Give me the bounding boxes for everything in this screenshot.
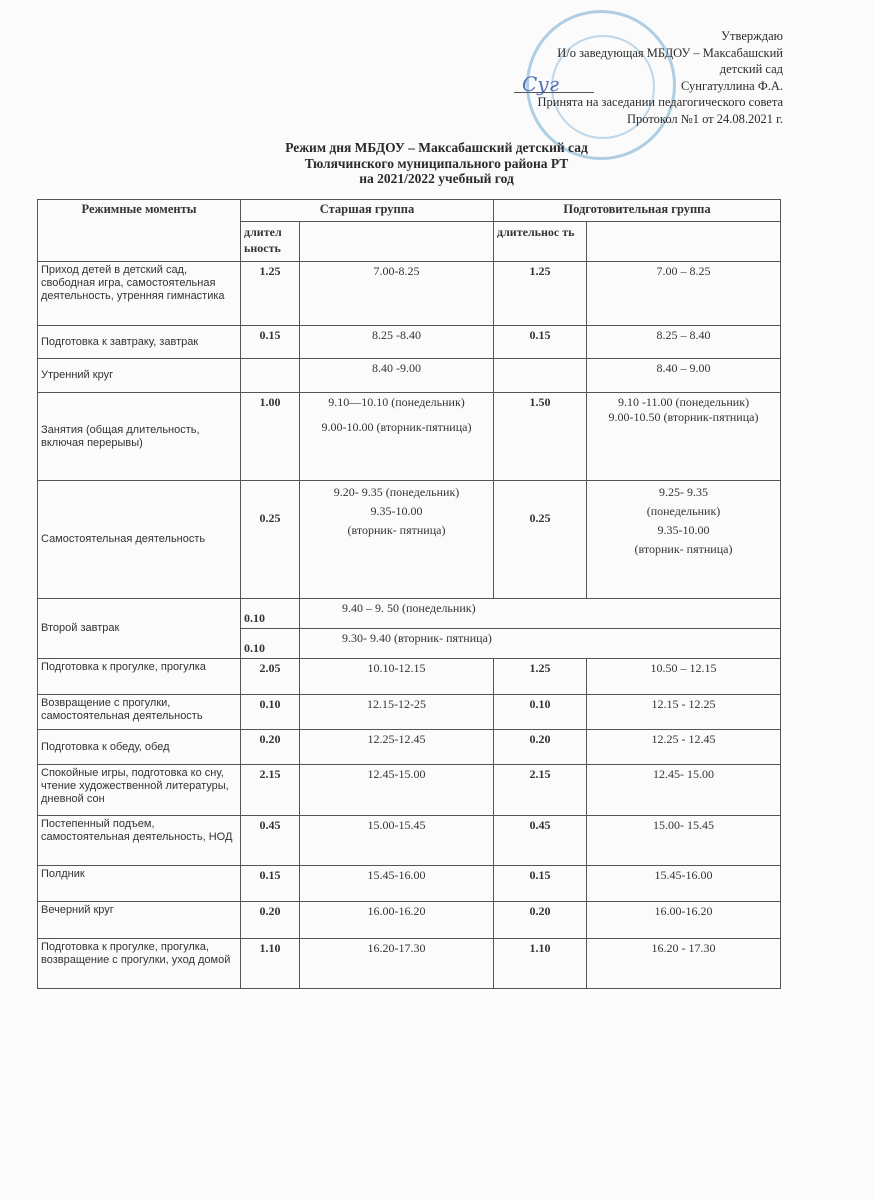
approval-block	[537, 28, 783, 127]
senior-time: 10.10-12.15	[300, 659, 494, 695]
table-row	[38, 730, 781, 765]
header-row	[38, 200, 781, 222]
prep-time	[587, 481, 781, 599]
prep-time-monday: 9.10 -11.00 (понедельник)	[617, 395, 750, 409]
senior-time: 8.25 -8.40	[300, 326, 494, 359]
prep-duration: 1.10	[494, 939, 587, 989]
senior-duration	[241, 359, 300, 393]
header-moments: Режимные моменты	[38, 200, 241, 262]
prep-time: 8.25 – 8.40	[587, 326, 781, 359]
table-row	[38, 816, 781, 866]
prep-time-monday-label: (понедельник)	[646, 504, 721, 518]
senior-time-weekdays: 9.00-10.00 (вторник-пятница)	[321, 420, 472, 434]
senior-duration: 1.10	[241, 939, 300, 989]
title-line-1: Режим дня МБДОУ – Максабашский детский сад	[285, 140, 588, 155]
header-time-prep	[587, 222, 781, 262]
prep-time	[587, 393, 781, 481]
table-row	[38, 262, 781, 326]
approval-line-2: И/о заведующая МБДОУ – Максабашский	[557, 45, 783, 60]
table-row	[38, 359, 781, 393]
senior-time: 15.45-16.00	[300, 866, 494, 902]
prep-duration: 0.20	[494, 902, 587, 939]
prep-time: 7.00 – 8.25	[587, 262, 781, 326]
moment-name: Самостоятельная деятельность	[38, 481, 241, 599]
prep-time: 10.50 – 12.15	[587, 659, 781, 695]
prep-time: 16.20 - 17.30	[587, 939, 781, 989]
moment-name: Постепенный подъем, самостоятельная деятельность, НОД	[38, 816, 241, 866]
senior-duration: 1.25	[241, 262, 300, 326]
prep-duration: 0.45	[494, 816, 587, 866]
senior-time	[300, 481, 494, 599]
senior-duration: 0.20	[241, 730, 300, 765]
title-line-3: на 2021/2022 учебный год	[359, 171, 514, 186]
senior-duration: 2.15	[241, 765, 300, 816]
senior-duration: 0.15	[241, 326, 300, 359]
table-row	[38, 393, 781, 481]
moment-name: Приход детей в детский сад, свободная игра, самостоятельная деятельность, утренняя гимнастика	[38, 262, 241, 326]
header-prep-group: Подготовительная группа	[494, 200, 781, 222]
header-time-senior	[300, 222, 494, 262]
moment-name: Подготовка к прогулке, прогулка	[38, 659, 241, 695]
table-row	[38, 939, 781, 989]
prep-duration: 0.15	[494, 866, 587, 902]
approval-line-1: Утверждаю	[721, 29, 783, 43]
approval-line-6: Протокол №1 от 24.08.2021 г.	[627, 111, 783, 126]
moment-name: Возвращение с прогулки, самостоятельная деятельность	[38, 695, 241, 730]
schedule-table	[37, 199, 781, 989]
prep-duration: 1.50	[494, 393, 587, 481]
time-monday: 9.40 – 9. 50 (понедельник)	[300, 599, 781, 629]
senior-time: 15.00-15.45	[300, 816, 494, 866]
prep-time: 8.40 – 9.00	[587, 359, 781, 393]
prep-duration	[494, 359, 587, 393]
table-row	[38, 326, 781, 359]
table-row-second-breakfast-1	[38, 599, 781, 629]
senior-duration: 0.25	[241, 481, 300, 599]
prep-time-weekdays: 9.35-10.00	[657, 523, 710, 537]
table-row	[38, 866, 781, 902]
moment-name: Полдник	[38, 866, 241, 902]
senior-time-weekdays: 9.35-10.00	[370, 504, 423, 518]
moment-name: Вечерний круг	[38, 902, 241, 939]
prep-time-monday: 9.25- 9.35	[659, 485, 708, 499]
senior-time: 7.00-8.25	[300, 262, 494, 326]
table-row	[38, 902, 781, 939]
header-senior-group: Старшая группа	[241, 200, 494, 222]
table-row	[38, 659, 781, 695]
table-row	[38, 695, 781, 730]
senior-time-monday: 9.10—10.10 (понедельник)	[328, 395, 465, 409]
senior-time: 16.20-17.30	[300, 939, 494, 989]
senior-time: 12.45-15.00	[300, 765, 494, 816]
signature: Суг	[522, 72, 560, 96]
time-weekdays: 9.30- 9.40 (вторник- пятница)	[300, 629, 781, 659]
senior-duration: 2.05	[241, 659, 300, 695]
table-row	[38, 481, 781, 599]
prep-duration: 2.15	[494, 765, 587, 816]
prep-time: 12.25 - 12.45	[587, 730, 781, 765]
prep-duration: 0.10	[494, 695, 587, 730]
senior-time: 8.40 -9.00	[300, 359, 494, 393]
moment-name: Утренний круг	[38, 359, 241, 393]
senior-time: 12.25-12.45	[300, 730, 494, 765]
senior-time-monday: 9.20- 9.35 (понедельник)	[333, 485, 460, 499]
prep-duration: 1.25	[494, 262, 587, 326]
prep-time: 15.00- 15.45	[587, 816, 781, 866]
senior-duration: 0.15	[241, 866, 300, 902]
prep-time-weekdays-label: (вторник- пятница)	[634, 542, 733, 556]
prep-time: 15.45-16.00	[587, 866, 781, 902]
senior-time: 12.15-12-25	[300, 695, 494, 730]
prep-duration: 0.25	[494, 481, 587, 599]
senior-time: 16.00-16.20	[300, 902, 494, 939]
title-line-2: Тюлячинского муниципального района РТ	[304, 155, 569, 171]
prep-duration: 1.25	[494, 659, 587, 695]
approval-line-5: Принята на заседании педагогического совета	[537, 95, 783, 109]
prep-duration: 0.15	[494, 326, 587, 359]
duration-weekdays: 0.10	[241, 629, 300, 659]
prep-time: 12.45- 15.00	[587, 765, 781, 816]
moment-name: Второй завтрак	[38, 599, 241, 659]
moment-name: Спокойные игры, подготовка ко сну, чтение художественной литературы, дневной сон	[38, 765, 241, 816]
approval-line-3: детский сад	[719, 62, 783, 76]
prep-time: 12.15 - 12.25	[587, 695, 781, 730]
moment-name: Занятия (общая длительность, включая перерывы)	[38, 393, 241, 481]
prep-time-weekdays: 9.00-10.50 (вторник-пятница)	[608, 410, 759, 424]
duration-monday: 0.10	[241, 599, 300, 629]
prep-time: 16.00-16.20	[587, 902, 781, 939]
moment-name: Подготовка к обеду, обед	[38, 730, 241, 765]
senior-time	[300, 393, 494, 481]
senior-time-weekdays-label: (вторник- пятница)	[347, 523, 446, 537]
senior-duration: 0.10	[241, 695, 300, 730]
header-duration-senior: длител ьность	[241, 222, 300, 262]
senior-duration: 0.20	[241, 902, 300, 939]
prep-duration: 0.20	[494, 730, 587, 765]
table-row	[38, 765, 781, 816]
approval-line-4: Сунгатуллина Ф.А.	[681, 78, 783, 93]
page-title	[0, 140, 873, 187]
senior-duration: 0.45	[241, 816, 300, 866]
moment-name: Подготовка к завтраку, завтрак	[38, 326, 241, 359]
moment-name: Подготовка к прогулке, прогулка, возвращение с прогулки, уход домой	[38, 939, 241, 989]
senior-duration: 1.00	[241, 393, 300, 481]
header-duration-prep: длительнос ть	[494, 222, 587, 262]
